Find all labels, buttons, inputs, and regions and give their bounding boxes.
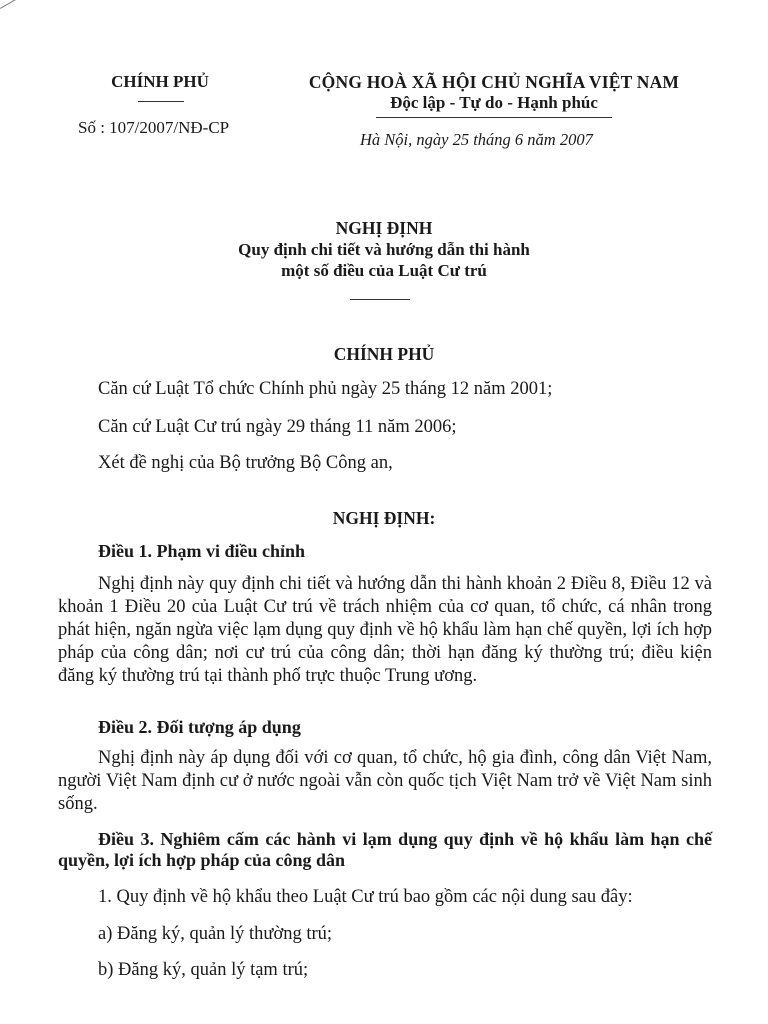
article-2-title: Điều 2. Đối tượng áp dụng [98,717,301,737]
nation-name: CỘNG HOÀ XÃ HỘI CHỦ NGHĨA VIỆT NAM [308,72,680,92]
scan-mark [0,0,20,9]
legal-basis-2: Căn cứ Luật Cư trú ngày 29 tháng 11 năm 2006; [98,417,457,437]
place-date: Hà Nội, ngày 25 tháng 6 năm 2007 [360,130,593,149]
issuer-name: CHÍNH PHỦ [111,72,209,91]
legal-basis-3: Xét đề nghị của Bộ trưởng Bộ Công an, [98,453,393,473]
article-3-item-1b: b) Đăng ký, quản lý tạm trú; [98,960,309,980]
legal-basis-1: Căn cứ Luật Tổ chức Chính phủ ngày 25 tháng 12 năm 2001; [98,379,553,399]
title-divider [350,299,410,300]
issuer-underline [138,101,184,102]
article-1-title: Điều 1. Phạm vi điều chỉnh [98,541,306,561]
decree-heading: NGHỊ ĐỊNH: [332,508,436,528]
article-2-text [58,747,712,816]
motto-underline [376,117,612,118]
article-1-body: Nghị định này quy định chi tiết và hướng dẫn thi hành khoản 2 Điều 8, Điều 12 và khoản 1 Điều 20 của Luật Cư trú về trách nhiệm của cơ quan, tổ chức, cá nhân trong phát hiện, ngăn ngừa việc lạm dụng quy định về hộ khẩu làm hạn chế quyền, lợi ích hợp pháp của công dân; nơi cư trú của công dân; thời hạn đăng ký thường trú; điều kiện đăng ký thường trú tại thành phố trực thuộc Trung ương. [58,574,712,686]
article-3-item-1: 1. Quy định về hộ khẩu theo Luật Cư trú bao gồm các nội dung sau đây: [98,887,633,907]
doc-type-title: NGHỊ ĐỊNH [335,218,433,238]
article-3-title-text: Điều 3. Nghiêm cấm các hành vi lạm dụng quy định về hộ khẩu làm hạn chế quyền, lợi ích hợp pháp của công dân [58,829,712,870]
article-2-body: Nghị định này áp dụng đối với cơ quan, tổ chức, hộ gia đình, công dân Việt Nam, người Việt Nam định cư ở nước ngoài vẫn còn quốc tịch Việt Nam trở về Việt Nam sinh sống. [58,748,712,814]
article-3-item-1a: a) Đăng ký, quản lý thường trú; [98,924,333,944]
article-1-text [58,573,712,688]
document-number: Số : 107/2007/NĐ-CP [78,118,230,137]
national-motto: Độc lập - Tự do - Hạnh phúc [390,93,598,112]
authority-heading: CHÍNH PHỦ [333,344,435,364]
subject-line-2: một số điều của Luật Cư trú [281,261,487,280]
article-3-title [58,829,712,871]
subject-line-1: Quy định chi tiết và hướng dẫn thi hành [238,240,530,259]
